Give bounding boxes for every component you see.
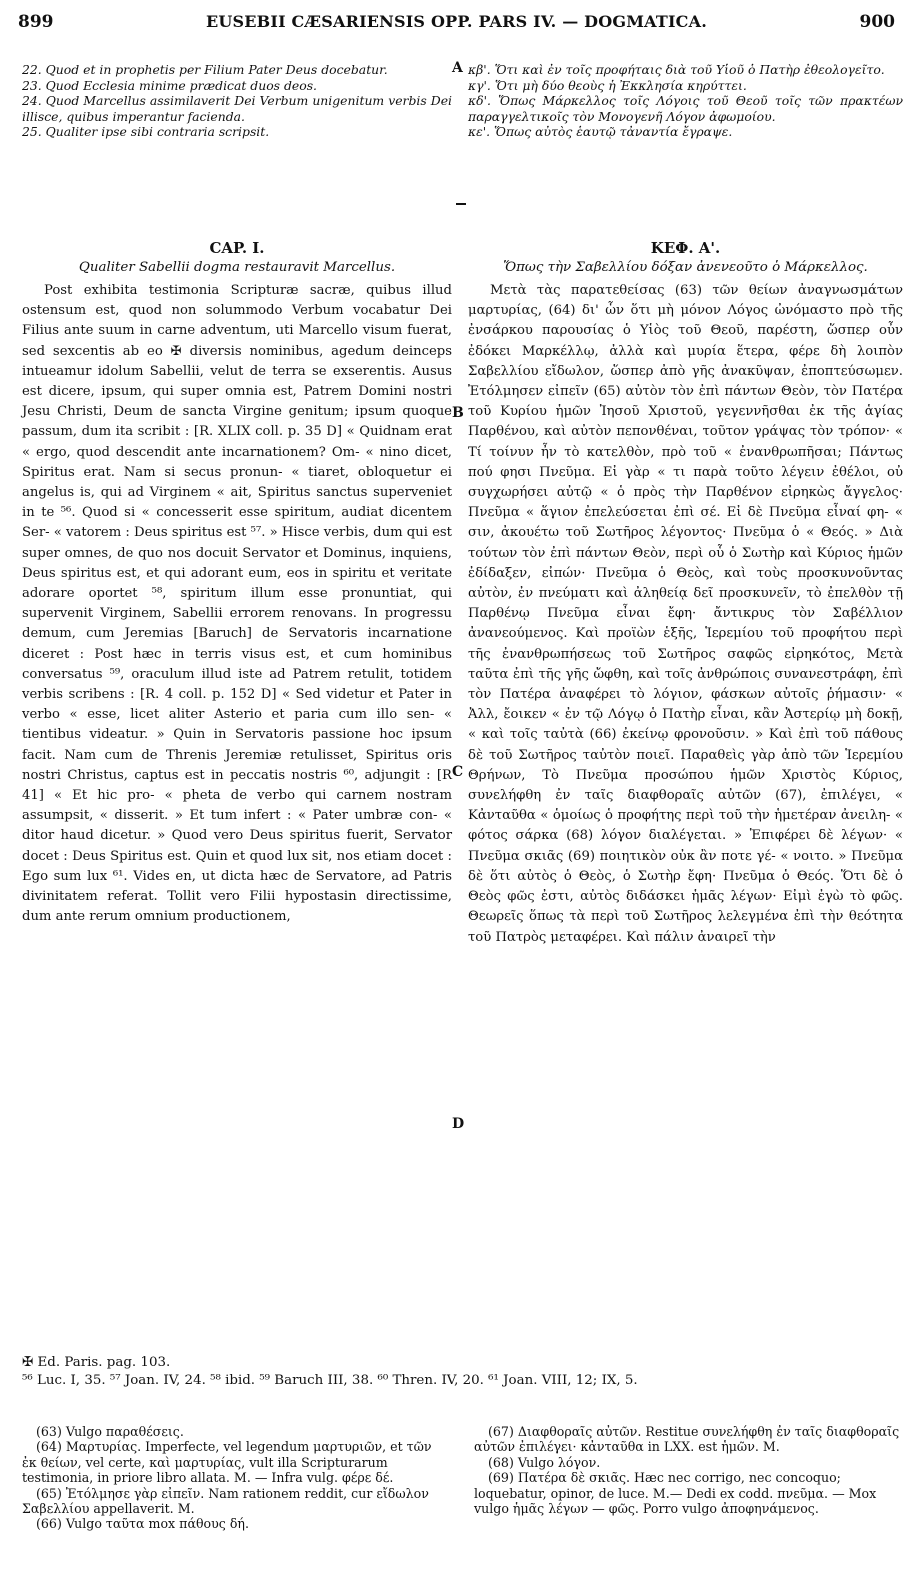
margin-letter-a: A [452, 60, 463, 76]
toc-item: κδ'. Ὅπως Μάρκελλος τοῖς Λόγοις τοῦ Θεοῦ τοῖς τῶν πρακτέων παραγγελτικοῖς τὸν Μονογενῆ Λόγον ἀφωμοίου. [468, 93, 903, 124]
toc-latin [22, 62, 452, 140]
toc-greek [468, 62, 903, 140]
latin-column [22, 238, 452, 928]
page-number-right: 900 [859, 12, 895, 32]
note-item: (66) Vulgo ταῦτα mox πάθους δή. [36, 1516, 249, 1532]
chapter-subtitle: Qualiter Sabellii dogma restauravit Marcellus. [78, 260, 396, 275]
toc-item: 23. Quod Ecclesia minime prædicat duos deos. [22, 77, 317, 93]
margin-letter-d: D [452, 1116, 465, 1132]
margin-letter-c: C [452, 764, 464, 780]
toc-item: κε'. Ὅπως αὐτὸς ἑαυτῷ τἀναντία ἔγραψε. [468, 124, 733, 139]
latin-body-text: Post exhibita testimonia Scripturæ sacræ, quibus illud ostensum est, quod non solummodo Verbum vocabatur Dei Filius ante suum in carne adventum, uti Marcello visum fuerat, sed sexcentis ab eo ✠ diversis nominibus, agedum deinceps intueamur idolum Sabellii, velut de terra se exserentis. Ausus est dicere, ipsum, qui super omnia est, Patrem Domini nostri Jesu Christi, Deum de sancta Virgine genitum; ipsum quoque passum, dum ita scribit : [R. XLIX coll. p. 35 D] « Quidnam erat « ergo, quod descendit ante incarnationem? Om- « nino dicet, Spiritus erat. Nam si secus pronun- « tiaret, obloquetur ei angelus is, qui ad Virginem « ait, Spiritus sanctus superveniet in te ⁵⁶. Quod si « concesserit esse spiritum, audiat dicentem Ser- « vatorem : Deus spiritus est ⁵⁷. » Hisce verbis, dum qui est super omnes, de quo nos docuit Servator et Dominus, inquiens, Deus spiritus est, et qui adorant eum, eos in spiritu et veritate adorare oportet ⁵⁸, spiritum illum esse pronuntiat, qui supervenit Virginem, Sabellii errorem renovans. In progressu demum, cum Jeremias [Baruch] de Servatoris incarnatione diceret : Post hæc in terris visus est, et cum hominibus conversatus ⁵⁹, oraculum illud iste ad Patrem retulit, totidem verbis scribens : [R. 4 coll. p. 152 D] « Sed videtur et Pater in verbo « esse, licet aliter Asterio et paria cum illo sen- « tientibus videatur. » Quin in Servatoris passione hoc ipsum facit. Nam cum de Threnis Jeremiæ retulisset, Spiritus oris nostri Christus, captus est in peccatis nostris ⁶⁰, adjungit : [R 41] « Et hic pro- « pheta de verbo qui carnem nostram assumpsit, « disserit. » Et tum infert : « Pater umbræ con- « ditor haud dicetur. » Quod vero Deus spiritus fuerit, Servator docet : Deus Spiritus est. Quin et quod lux sit, nos etiam docet : Ego sum lux ⁶¹. Vides en, ut dicta hæc de Servatore, ad Patris divinitatem referat. Tollit vero Filii hypostasin directissime, dum ante rerum omnium productionem, [22, 283, 452, 925]
note-item: (65) Ἐτόλμησε γὰρ εἰπεῖν. Nam rationem reddit, cur εἴδωλον Σαβελλίου appellaverit. M. [22, 1485, 429, 1517]
toc-item: 22. Quod et in prophetis per Filium Pater Deus docebatur. [22, 62, 388, 77]
note-item: (69) Πατέρα δὲ σκιᾶς. Hæc nec corrigo, nec concoquo; loquebatur, opinor, de luce. M.— Dedi ex codd. πνεῦμα. — Mox vulgo ἡμᾶς λέγων — φῶς. Porro vulgo ἀποφηνάμενος. [474, 1470, 877, 1517]
greek-body-text: Μετὰ τὰς παρατεθείσας (63) τῶν θείων ἀναγνωσμάτων μαρτυρίας, (64) δι' ὧν ὅτι μὴ μόνον Λόγος ὠνόμαστο πρὸ τῆς ἐνσάρκου παρουσίας ὁ Υἱὸς τοῦ Θεοῦ, παρέστη, ὥσπερ οὖν ἐδόκει Μαρκέλλῳ, ἀλλὰ καὶ μυρία ἕτερα, φέρε δὴ λοιπὸν Σαβελλίου εἴδωλον, ὥσπερ ἀπὸ γῆς ἀνακῦψαν, ἐποπτεύσωμεν. Ἐτόλμησεν εἰπεῖν (65) αὐτὸν τὸν ἐπὶ πάντων Θεὸν, τὸν Πατέρα τοῦ Κυρίου ἡμῶν Ἰησοῦ Χριστοῦ, γεγεννῆσθαι ἐκ τῆς ἁγίας Παρθένου, καὶ αὐτὸν πεπονθέναι, τοῦτον γράψας τὸν τρόπον· « Τί τοίνυν ἦν τὸ κατελθὸν, πρὸ τοῦ « ἐνανθρωπῆσαι; Πάντως πού φησι Πνεῦμα. Εἰ γὰρ « τι παρὰ τοῦτο λέγειν ἐθέλοι, οὐ συγχωρήσει αὐτῷ « ὁ πρὸς τὴν Παρθένον εἰρηκὼς ἄγγελος· Πνεῦμα « ἅγιον ἐπελεύσεται ἐπὶ σέ. Εἰ δὲ Πνεῦμα εἶναί φη- « σιν, ἀκουέτω τοῦ Σωτῆρος λέγοντος· Πνεῦμα ὁ « Θεός. » Διὰ τούτων τὸν ἐπὶ πάντων Θεὸν, περὶ οὗ ὁ Σωτὴρ καὶ Κύριος ἡμῶν ἐδίδαξεν, εἰπών· Πνεῦμα ὁ Θεὸς, καὶ τοὺς προσκυνοῦντας αὐτὸν, ἐν πνεύματι καὶ ἀληθείᾳ δεῖ προσκυνεῖν, τὸ ἐπελθὸν τῇ Παρθένῳ Πνεῦμα εἶναι ἔφη· ἄντικρυς τὸν Σαβέλλιον ἀνανεούμενος. Καὶ προϊὼν ἑξῆς, Ἱερεμίου τοῦ προφήτου περὶ τῆς ἐνανθρωπήσεως τοῦ Σωτῆρος σαφῶς εἰρηκότος, Μετὰ ταῦτα ἐπὶ τῆς γῆς ὤφθη, καὶ τοῖς ἀνθρώποις συνανεστράφη, ἐπὶ τὸν Πατέρα ἀναφέρει τὸ λόγιον, φάσκων αὐτοῖς ῥήμασιν· « Ἀλλ, ἔοικεν « ἐν τῷ Λόγῳ ὁ Πατὴρ εἶναι, κἂν Ἀστερίῳ μὴ δοκῇ, « καὶ τοῖς ταὐτὰ (66) ἐκείνῳ φρονοῦσιν. » Καὶ ἐπὶ τοῦ πάθους δὲ τοῦ Σωτῆρος ταὐτὸν ποιεῖ. Παραθεὶς γὰρ ἀπὸ τῶν Ἱερεμίου Θρήνων, Τὸ Πνεῦμα προσώπου ἡμῶν Χριστὸς Κύριος, συνελήφθη ἐν ταῖς διαφθοραῖς αὐτῶν (67), ἐπιλέγει, « Κἀνταῦθα « ὁμοίως ὁ προφήτης περὶ τοῦ τὴν ἡμετέραν ἀνειλη- « φότος σάρκα (68) λόγον διαλέγεται. » Ἐπιφέρει δὲ λέγων· « Πνεῦμα σκιᾶς (69) ποιητικὸν οὐκ ἂν ποτε γέ- « νοιτο. » Πνεῦμα δὲ ὅτι αὐτὸς ὁ Θεὸς, ὁ Σωτὴρ ἔφη· Πνεῦμα ὁ Θεός. Ὅτι δὲ ὁ Θεὸς φῶς ἐστι, αὐτὸς διδάσκει ἡμᾶς λέγων· Εἰμὶ ἐγὼ τὸ φῶς. Θεωρεῖς ὅπως τὰ περὶ τοῦ Σωτῆρος λελεγμένα ἐπὶ τὴν θεότητα τοῦ Πατρὸς μεταφέρει. Καὶ πάλιν ἀναιρεῖ τὴν [468, 283, 903, 945]
note-item: (67) Διαφθοραῖς αὐτῶν. Restitue συνελήφθη ἐν ταῖς διαφθοραῖς αὐτῶν ἐπιλέγει· κἀνταῦθα in LXX. est ἡμῶν. M. [474, 1424, 900, 1455]
notes-left [22, 1424, 450, 1532]
margin-letter-b: B [452, 405, 464, 421]
footnote-line: ⁵⁶ Luc. I, 35. ⁵⁷ Joan. IV, 24. ⁵⁸ ibid. ⁵⁹ Baruch III, 38. ⁶⁰ Thren. IV, 20. ⁶¹ Joan. VIII, 12; IX, 5. [22, 1373, 638, 1388]
footnotes-references [22, 1354, 902, 1390]
running-title: EUSEBII CÆSARIENSIS OPP. PARS IV. — DOGMATICA. [205, 12, 708, 31]
section-divider [456, 203, 466, 205]
footnote-line: ✠ Ed. Paris. pag. 103. [22, 1355, 171, 1370]
note-item: (68) Vulgo λόγον. [488, 1454, 601, 1470]
note-item: (63) Vulgo παραθέσεις. [36, 1424, 184, 1439]
running-header [18, 12, 895, 38]
chapter-heading: ΚΕΦ. Α'. [650, 239, 721, 257]
chapter-heading: CAP. I. [209, 239, 265, 257]
toc-item: κβ'. Ὅτι καὶ ἐν τοῖς προφήταις διὰ τοῦ Υἱοῦ ὁ Πατὴρ ἐθεολογεῖτο. [468, 62, 885, 77]
chapter-subtitle: Ὅπως τὴν Σαβελλίου δόξαν ἀνενεοῦτο ὁ Μάρκελλος. [503, 260, 868, 275]
toc-item: κγ'. Ὅτι μὴ δύο θεοὺς ἡ Ἐκκλησία κηρύττει. [468, 77, 747, 93]
toc-item: 25. Qualiter ipse sibi contraria scripsit. [22, 124, 270, 139]
toc-item: 24. Quod Marcellus assimilaverit Dei Verbum unigenitum verbis Dei illisce, quibus imperantur facienda. [22, 93, 452, 124]
page-number-left: 899 [18, 12, 54, 32]
note-item: (64) Μαρτυρίας. Imperfecte, vel legendum μαρτυριῶν, et τῶν ἐκ θείων, vel certe, καὶ μαρτυρίας, vult illa Scripturarum testimonia, in priore libro allata. M. — Infra vulg. φέρε δέ. [22, 1439, 432, 1486]
notes-right [474, 1424, 902, 1516]
greek-column [468, 238, 903, 948]
